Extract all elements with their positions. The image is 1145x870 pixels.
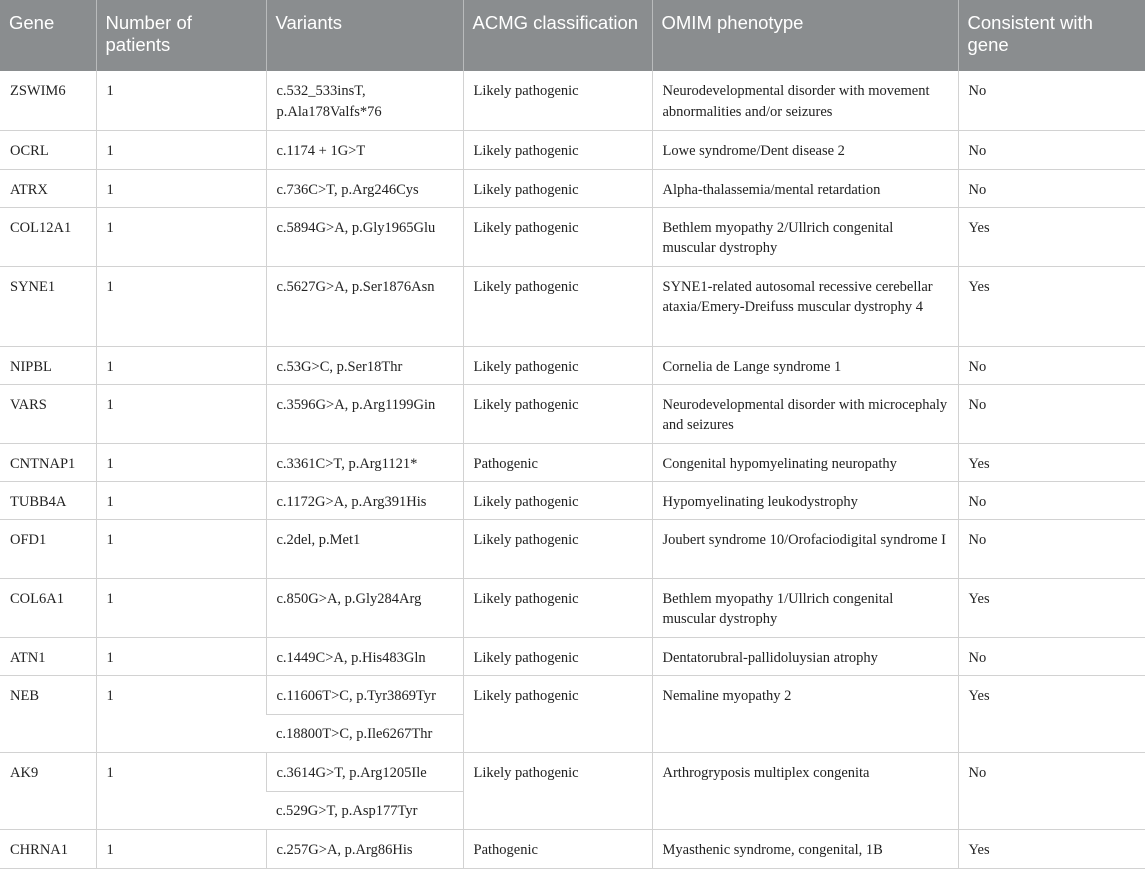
- cell-gene: SYNE1: [0, 266, 96, 346]
- cell-acmg: Likely pathogenic: [463, 752, 652, 829]
- table-row: [0, 481, 1145, 519]
- cell-acmg: Likely pathogenic: [463, 519, 652, 578]
- table-row: [0, 752, 1145, 791]
- cell-patients: 1: [96, 169, 266, 207]
- cell-omim: Neurodevelopmental disorder with movement abnormalities and/or seizures: [652, 71, 958, 130]
- cell-gene: NIPBL: [0, 346, 96, 384]
- cell-patients: 1: [96, 130, 266, 169]
- table-row: [0, 71, 1145, 130]
- cell-gene: CNTNAP1: [0, 443, 96, 481]
- cell-gene: ZSWIM6: [0, 71, 96, 130]
- header-consistent: Consistent with gene: [958, 0, 1145, 71]
- cell-acmg: Likely pathogenic: [463, 384, 652, 443]
- cell-variant: c.5627G>A, p.Ser1876Asn: [266, 266, 463, 346]
- cell-patients: 1: [96, 266, 266, 346]
- cell-consistent: Yes: [958, 675, 1145, 752]
- cell-acmg: Likely pathogenic: [463, 207, 652, 266]
- cell-omim: Cornelia de Lange syndrome 1: [652, 346, 958, 384]
- table-row: [0, 384, 1145, 443]
- cell-variant: c.736C>T, p.Arg246Cys: [266, 169, 463, 207]
- cell-omim: Nemaline myopathy 2: [652, 675, 958, 752]
- cell-variant: c.2del, p.Met1: [266, 519, 463, 578]
- cell-variant: c.850G>A, p.Gly284Arg: [266, 578, 463, 637]
- cell-gene: ATRX: [0, 169, 96, 207]
- header-patients: Number of patients: [96, 0, 266, 71]
- cell-consistent: No: [958, 346, 1145, 384]
- table-row: [0, 637, 1145, 675]
- table-row: [0, 443, 1145, 481]
- cell-variant: c.1449C>A, p.His483Gln: [266, 637, 463, 675]
- cell-consistent: Yes: [958, 578, 1145, 637]
- cell-consistent: No: [958, 130, 1145, 169]
- cell-variant: c.1174 + 1G>T: [266, 130, 463, 169]
- cell-patients: 1: [96, 829, 266, 868]
- cell-omim: Bethlem myopathy 1/Ullrich congenital muscular dystrophy: [652, 578, 958, 637]
- cell-consistent: No: [958, 481, 1145, 519]
- cell-gene: COL12A1: [0, 207, 96, 266]
- cell-variant: c.18800T>C, p.Ile6267Thr: [266, 714, 463, 752]
- table-row: [0, 519, 1145, 578]
- cell-acmg: Likely pathogenic: [463, 637, 652, 675]
- header-variants: Variants: [266, 0, 463, 71]
- cell-gene: VARS: [0, 384, 96, 443]
- table-row: [0, 266, 1145, 346]
- cell-acmg: Likely pathogenic: [463, 130, 652, 169]
- cell-acmg: Likely pathogenic: [463, 169, 652, 207]
- cell-consistent: No: [958, 637, 1145, 675]
- table-row: [0, 346, 1145, 384]
- cell-variant: c.11606T>C, p.Tyr3869Tyr: [266, 675, 463, 714]
- cell-omim: Joubert syndrome 10/Orofaciodigital syndrome I: [652, 519, 958, 578]
- cell-patients: 1: [96, 752, 266, 829]
- cell-omim: Lowe syndrome/Dent disease 2: [652, 130, 958, 169]
- cell-omim: Hypomyelinating leukodystrophy: [652, 481, 958, 519]
- table-row: [0, 578, 1145, 637]
- cell-gene: CHRNA1: [0, 829, 96, 868]
- cell-patients: 1: [96, 519, 266, 578]
- table-header: [0, 0, 1145, 71]
- cell-patients: 1: [96, 443, 266, 481]
- cell-omim: Myasthenic syndrome, congenital, 1B: [652, 829, 958, 868]
- cell-acmg: Likely pathogenic: [463, 578, 652, 637]
- cell-omim: Dentatorubral-pallidoluysian atrophy: [652, 637, 958, 675]
- cell-gene: COL6A1: [0, 578, 96, 637]
- cell-variant: c.3361C>T, p.Arg1121*: [266, 443, 463, 481]
- cell-consistent: Yes: [958, 829, 1145, 868]
- cell-gene: AK9: [0, 752, 96, 829]
- cell-patients: 1: [96, 637, 266, 675]
- cell-gene: NEB: [0, 675, 96, 752]
- header-row: [0, 0, 1145, 71]
- cell-gene: OFD1: [0, 519, 96, 578]
- cell-patients: 1: [96, 207, 266, 266]
- cell-gene: OCRL: [0, 130, 96, 169]
- cell-patients: 1: [96, 384, 266, 443]
- cell-acmg: Pathogenic: [463, 443, 652, 481]
- cell-gene: TUBB4A: [0, 481, 96, 519]
- cell-omim: Alpha-thalassemia/mental retardation: [652, 169, 958, 207]
- cell-patients: 1: [96, 675, 266, 752]
- cell-acmg: Likely pathogenic: [463, 266, 652, 346]
- cell-consistent: Yes: [958, 207, 1145, 266]
- cell-acmg: Pathogenic: [463, 829, 652, 868]
- cell-variant: c.3614G>T, p.Arg1205Ile: [266, 752, 463, 791]
- cell-variant: c.5894G>A, p.Gly1965Glu: [266, 207, 463, 266]
- cell-omim: SYNE1-related autosomal recessive cerebellar ataxia/Emery-Dreifuss muscular dystrophy 4: [652, 266, 958, 346]
- cell-patients: 1: [96, 481, 266, 519]
- table-row: [0, 207, 1145, 266]
- cell-variant: c.532_533insT, p.Ala178Valfs*76: [266, 71, 463, 130]
- cell-acmg: Likely pathogenic: [463, 71, 652, 130]
- table-row: [0, 829, 1145, 868]
- cell-omim: Arthrogryposis multiplex congenita: [652, 752, 958, 829]
- cell-consistent: No: [958, 71, 1145, 130]
- cell-acmg: Likely pathogenic: [463, 346, 652, 384]
- cell-acmg: Likely pathogenic: [463, 481, 652, 519]
- header-acmg: ACMG classification: [463, 0, 652, 71]
- table-row: [0, 130, 1145, 169]
- cell-patients: 1: [96, 578, 266, 637]
- cell-omim: Congenital hypomyelinating neuropathy: [652, 443, 958, 481]
- cell-variant: c.1172G>A, p.Arg391His: [266, 481, 463, 519]
- cell-consistent: No: [958, 752, 1145, 829]
- cell-consistent: Yes: [958, 266, 1145, 346]
- cell-consistent: No: [958, 169, 1145, 207]
- cell-omim: Bethlem myopathy 2/Ullrich congenital muscular dystrophy: [652, 207, 958, 266]
- cell-variant: c.53G>C, p.Ser18Thr: [266, 346, 463, 384]
- cell-acmg: Likely pathogenic: [463, 675, 652, 752]
- cell-variant: c.529G>T, p.Asp177Tyr: [266, 791, 463, 829]
- cell-gene: ATN1: [0, 637, 96, 675]
- table-row: [0, 675, 1145, 714]
- cell-patients: 1: [96, 71, 266, 130]
- table-body: [0, 71, 1145, 868]
- cell-consistent: No: [958, 519, 1145, 578]
- header-gene: Gene: [0, 0, 96, 71]
- cell-consistent: No: [958, 384, 1145, 443]
- header-omim: OMIM phenotype: [652, 0, 958, 71]
- cell-omim: Neurodevelopmental disorder with microcephaly and seizures: [652, 384, 958, 443]
- cell-variant: c.257G>A, p.Arg86His: [266, 829, 463, 868]
- cell-variant: c.3596G>A, p.Arg1199Gin: [266, 384, 463, 443]
- cell-patients: 1: [96, 346, 266, 384]
- cell-consistent: Yes: [958, 443, 1145, 481]
- table-row: [0, 169, 1145, 207]
